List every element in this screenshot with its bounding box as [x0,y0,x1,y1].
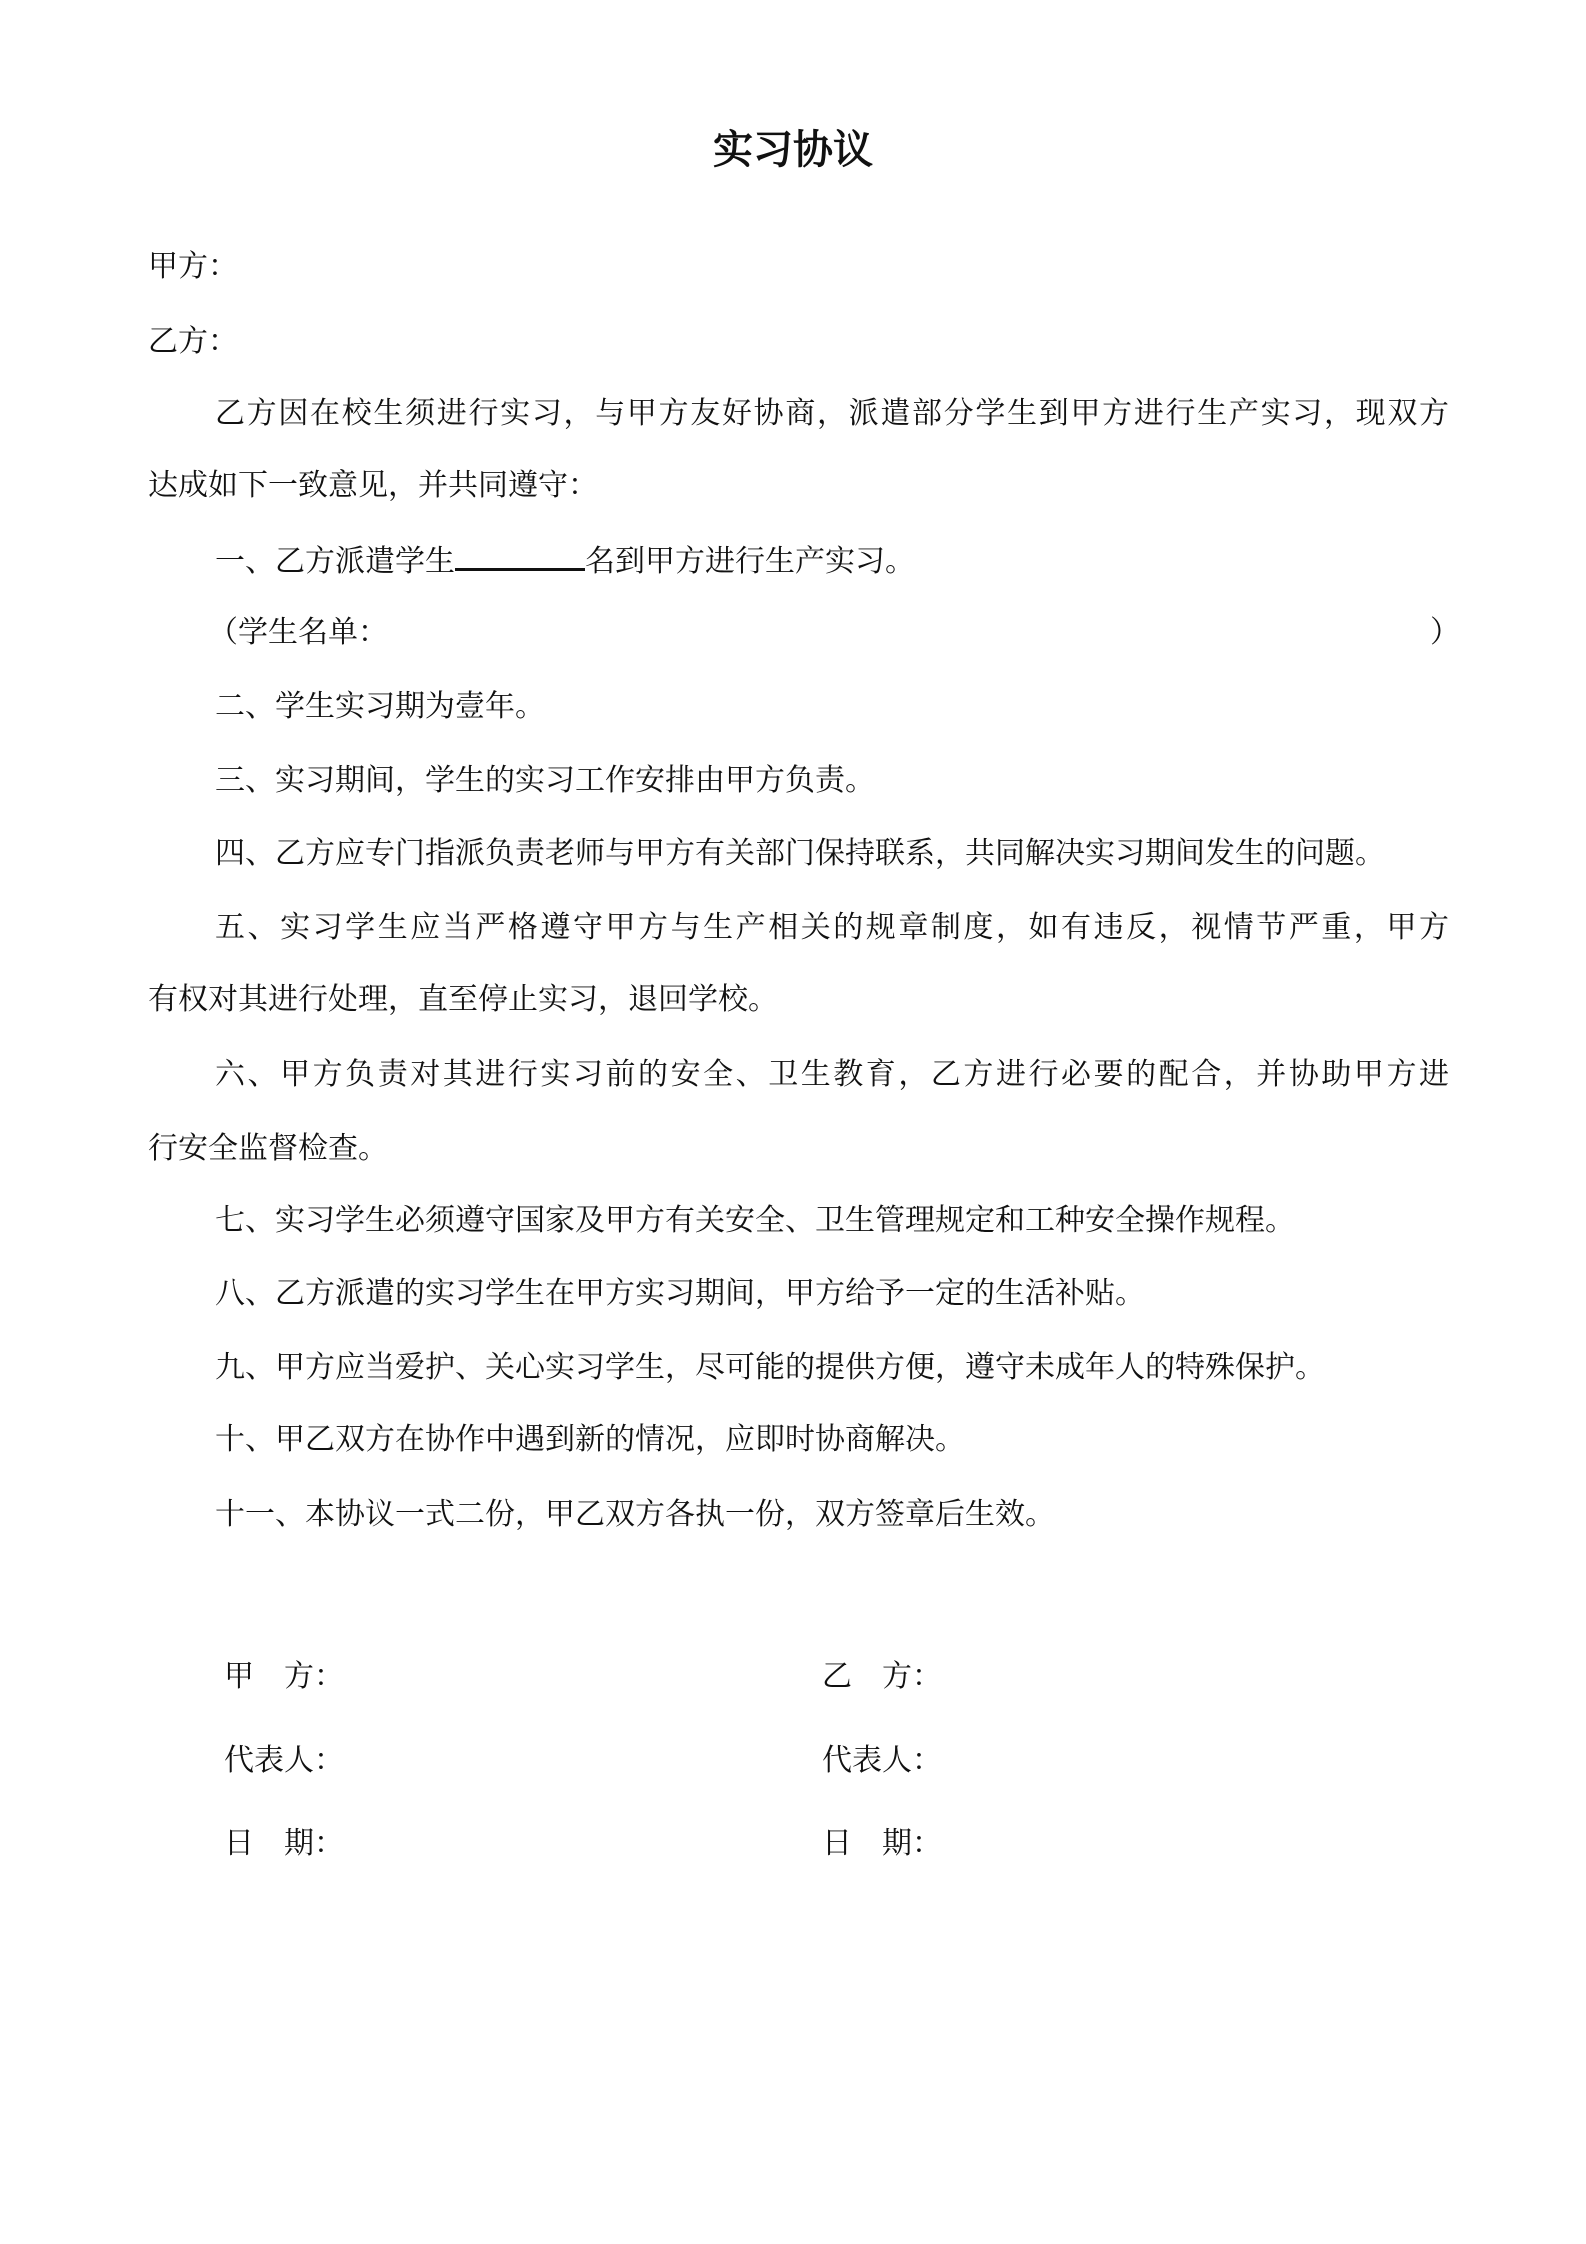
sign-date-b: 日 期： [822,1826,942,1861]
clause-5-line-2: 有权对其进行处理，直至停止实习，退回学校。 [148,982,778,1017]
clause-11: 十一、本协议一式二份，甲乙双方各执一份，双方签章后生效。 [215,1497,1055,1532]
sign-party-b: 乙 方： [822,1659,942,1694]
sign-date-a: 日 期： [224,1826,344,1861]
student-list-close: ） [1430,615,1460,650]
clause-7: 七、实习学生必须遵守国家及甲方有关安全、卫生管理规定和工种安全操作规程。 [215,1203,1295,1238]
intro-line-2: 达成如下一致意见，并共同遵守： [148,468,598,503]
clause-1-pre: 一、乙方派遣学生 [215,544,455,579]
clause-6-line-1: 六、甲方负责对其进行实习前的安全、卫生教育，乙方进行必要的配合，并协助甲方进 [215,1057,1449,1092]
clause-5-line-1: 五、实习学生应当严格遵守甲方与生产相关的规章制度，如有违反，视情节严重，甲方 [215,910,1449,945]
clause-8: 八、乙方派遣的实习学生在甲方实习期间，甲方给予一定的生活补贴。 [215,1276,1145,1311]
clause-4: 四、乙方应专门指派负责老师与甲方有关部门保持联系，共同解决实习期间发生的问题。 [215,836,1385,871]
clause-3: 三、实习期间，学生的实习工作安排由甲方负责。 [215,763,875,798]
clause-2: 二、学生实习期为壹年。 [215,689,545,724]
sign-rep-a: 代表人： [224,1743,344,1778]
document-title: 实习协议 [713,127,873,173]
sign-party-a: 甲 方： [224,1659,344,1694]
student-count-blank[interactable] [455,542,585,571]
sign-rep-b: 代表人： [822,1743,942,1778]
clause-9: 九、甲方应当爱护、关心实习学生，尽可能的提供方便，遵守未成年人的特殊保护。 [215,1350,1325,1385]
clause-1-post: 名到甲方进行生产实习。 [585,544,915,579]
intro-line-1: 乙方因在校生须进行实习，与甲方友好协商，派遣部分学生到甲方进行生产实习，现双方 [215,396,1449,431]
clause-1 [215,542,915,580]
student-list-open: （学生名单： [208,615,388,650]
clause-6-line-2: 行安全监督检查。 [148,1131,388,1166]
clause-10: 十、甲乙双方在协作中遇到新的情况，应即时协商解决。 [215,1422,965,1457]
party-a-label: 甲方： [148,249,238,284]
party-b-label: 乙方： [148,324,238,359]
